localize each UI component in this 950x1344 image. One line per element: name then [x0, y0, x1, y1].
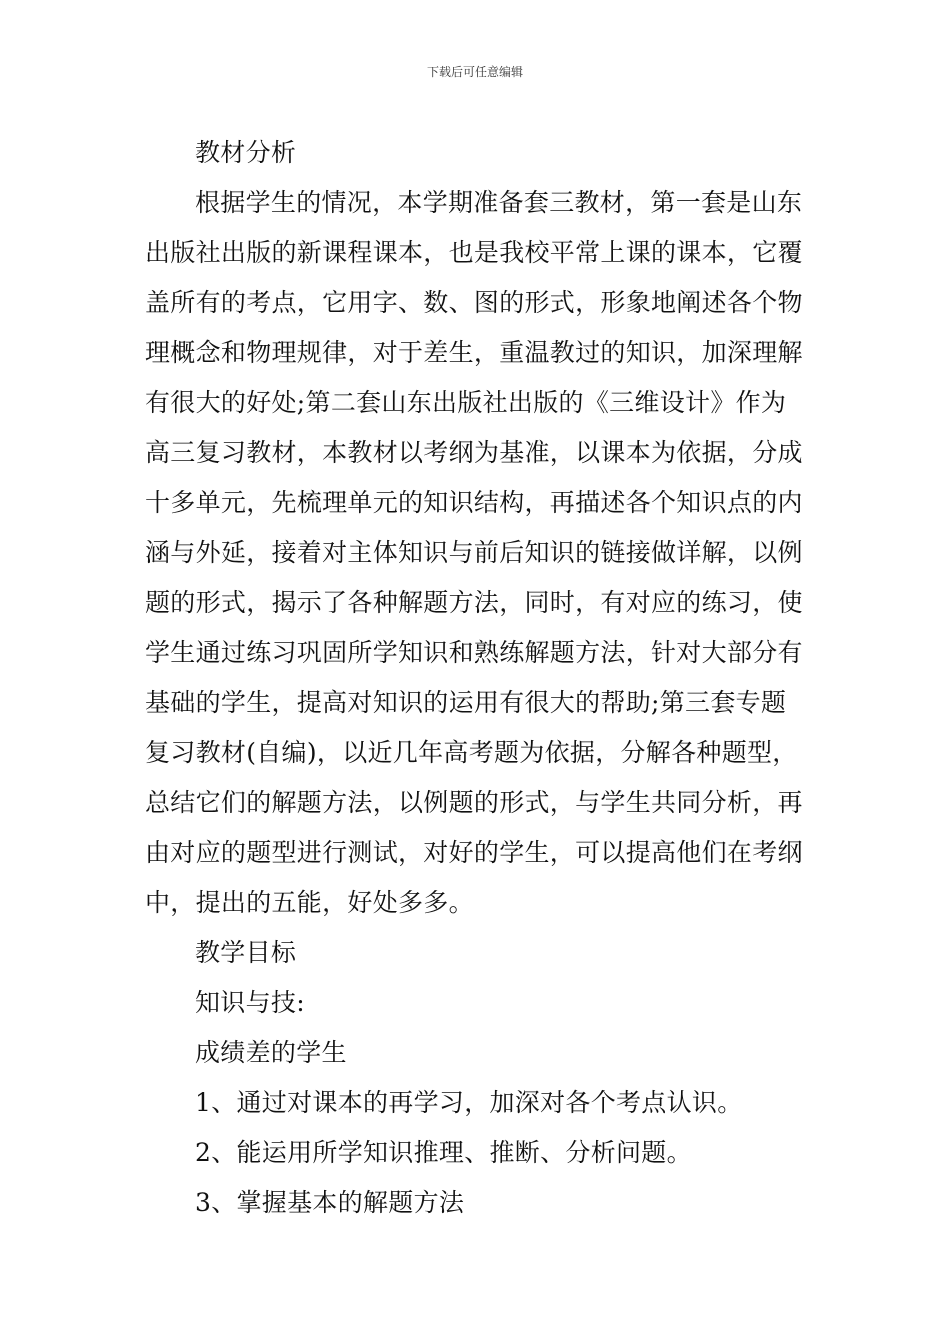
section-heading-goals: 教学目标: [195, 938, 297, 967]
subheading-weak-students: 成绩差的学生: [195, 1038, 347, 1067]
analysis-paragraph: 根据学生的情况，本学期准备套三教材，第一套是山东出版社出版的新课程课本，也是我校平常上课的课本，它覆盖所有的考点，它用字、数、图的形式，形象地阐述各个物理概念和物理规律，对于差生，重温教过的知识，加深理解有很大的好处;第二套山东出版社出版的《三维设计》作为高三复习教材，本教材以考纲为基准，以课本为依据，分成十多单元，先梳理单元的知识结构，再描述各个知识点的内涵与外延，接着对主体知识与前后知识的链接做详解，以例题的形式，揭示了各种解题方法，同时，有对应的练习，使学生通过练习巩固所学知识和熟练解题方法，针对大部分有基础的学生，提高对知识的运用有很大的帮助;第三套专题复习教材(自编)，以近几年高考题为依据，分解各种题型，总结它们的解题方法，以例题的形式，与学生共同分析，再由对应的题型进行测试，对好的学生，可以提高他们在考纲中，提出的五能，好处多多。: [145, 188, 803, 917]
list-item: 1、通过对课本的再学习，加深对各个考点认识。: [195, 1088, 743, 1117]
page-header: 下载后可任意编辑: [426, 65, 523, 79]
list-item: 2、能运用所学知识推理、推断、分析问题。: [195, 1138, 692, 1167]
subheading-knowledge: 知识与技:: [195, 988, 305, 1017]
section-heading-analysis: 教材分析: [195, 138, 297, 167]
document-body: [145, 128, 807, 1228]
list-item: 3、掌握基本的解题方法: [195, 1188, 465, 1217]
